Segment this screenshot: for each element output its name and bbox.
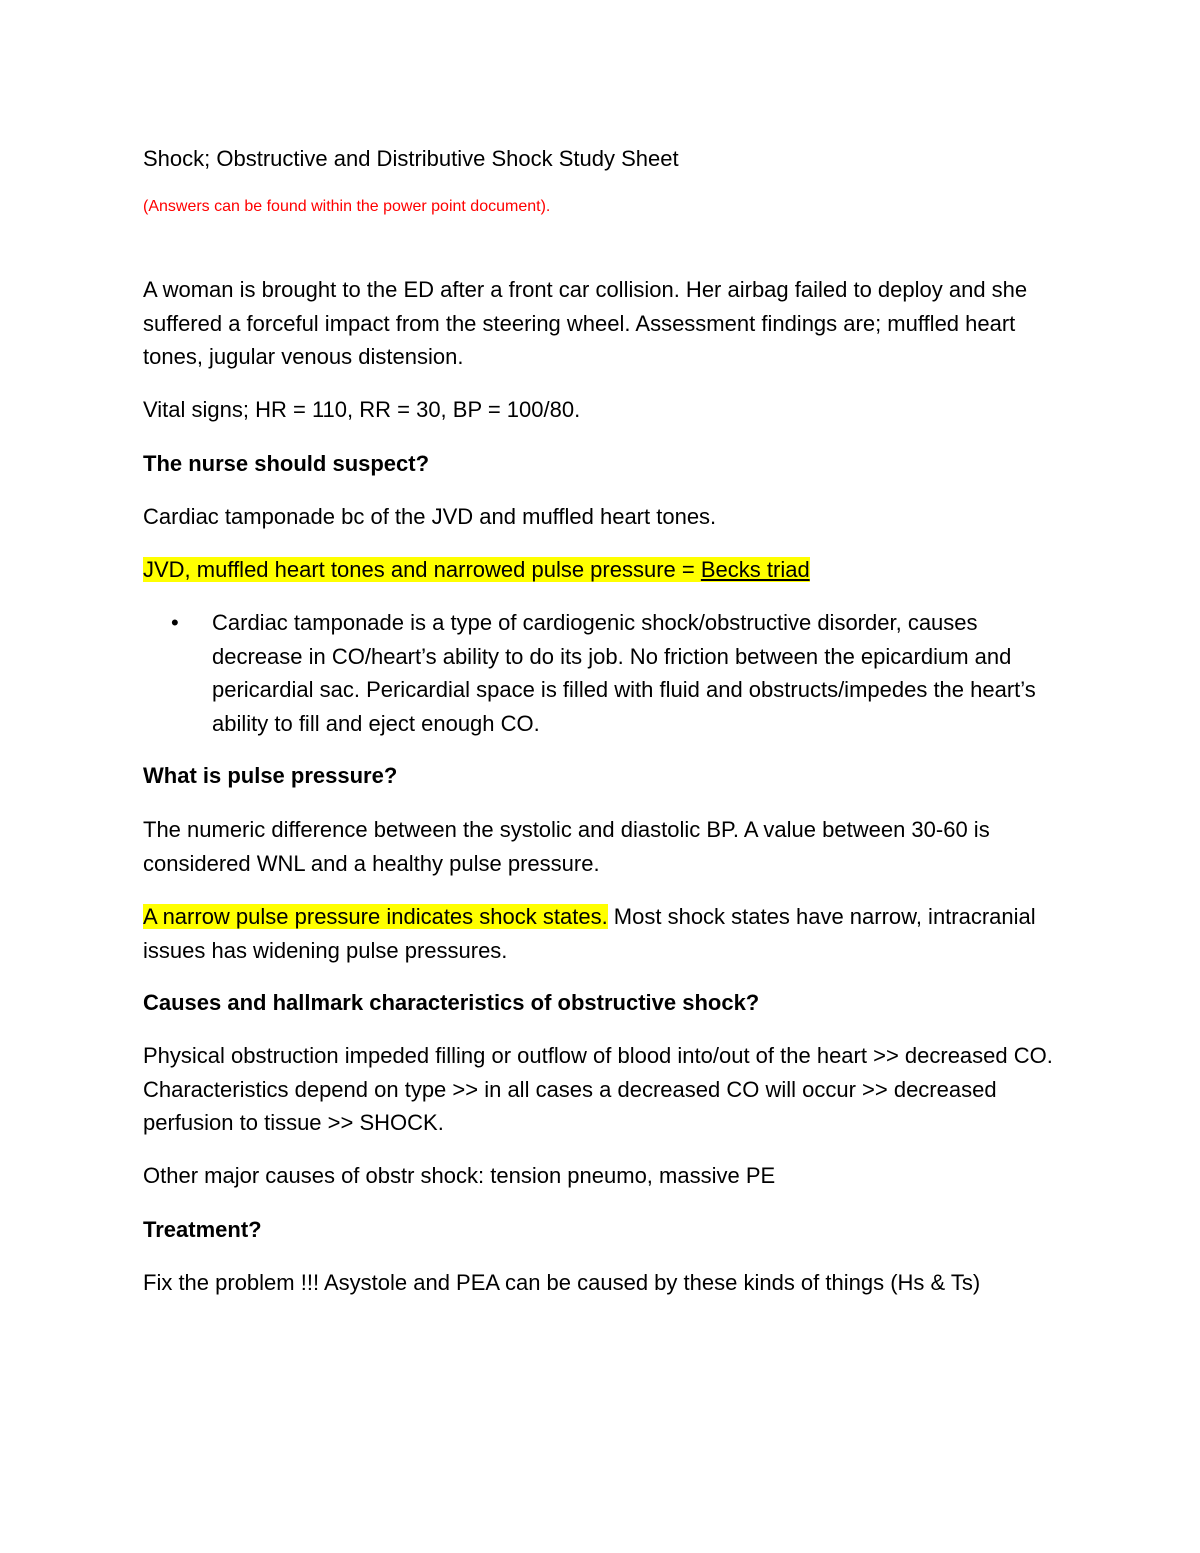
- answers-note: (Answers can be found within the power point document).: [143, 198, 551, 215]
- question-obstructive-causes: Causes and hallmark characteristics of obstructive shock?: [143, 990, 760, 1015]
- vital-signs: Vital signs; HR = 110, RR = 30, BP = 100/80.: [143, 397, 581, 422]
- narrow-pulse-paragraph: [143, 900, 1063, 967]
- becks-triad-line: [143, 553, 1063, 587]
- answer-suspect: Cardiac tamponade bc of the JVD and muffled heart tones.: [143, 504, 717, 529]
- narrow-pulse-rest: Most shock states have narrow, intracranial issues has widening pulse pressures.: [143, 904, 1036, 963]
- question-treatment: Treatment?: [143, 1217, 262, 1242]
- other-causes: Other major causes of obstr shock: tension pneumo, massive PE: [143, 1163, 776, 1188]
- question-suspect: The nurse should suspect?: [143, 451, 430, 476]
- document-title: Shock; Obstructive and Distributive Shock Study Sheet: [143, 146, 679, 171]
- becks-triad-term: Becks triad: [700, 557, 810, 582]
- triad-highlight-text: JVD, muffled heart tones and narrowed pulse pressure =: [143, 557, 701, 582]
- bullet-text: Cardiac tamponade is a type of cardiogenic shock/obstructive disorder, causes decrease in CO/heart’s ability to do its job. No friction between the epicardium and pericardial sac. Pericardial space is filled with fluid and obstructs/impedes the heart’s ability to fill and eject enough CO.: [212, 610, 1036, 736]
- answer-obstructive-causes: Physical obstruction impeded filling or outflow of blood into/out of the heart >> decreased CO. Characteristics depend on type >> in all cases a decreased CO will occur >> decreased perfusion to tissue >> SHOCK.: [143, 1043, 1053, 1135]
- narrow-pulse-highlight: A narrow pulse pressure indicates shock states.: [143, 904, 608, 929]
- question-pulse-pressure: What is pulse pressure?: [143, 763, 398, 788]
- answer-pulse-pressure: The numeric difference between the systolic and diastolic BP. A value between 30-60 is considered WNL and a healthy pulse pressure.: [143, 817, 990, 876]
- bullet-icon: •: [171, 610, 179, 635]
- answer-treatment: Fix the problem !!! Asystole and PEA can be caused by these kinds of things (Hs & Ts): [143, 1270, 981, 1295]
- case-paragraph: A woman is brought to the ED after a front car collision. Her airbag failed to deploy and she suffered a forceful impact from the steering wheel. Assessment findings are; muffled heart tones, jugular venous distension.: [143, 277, 1028, 369]
